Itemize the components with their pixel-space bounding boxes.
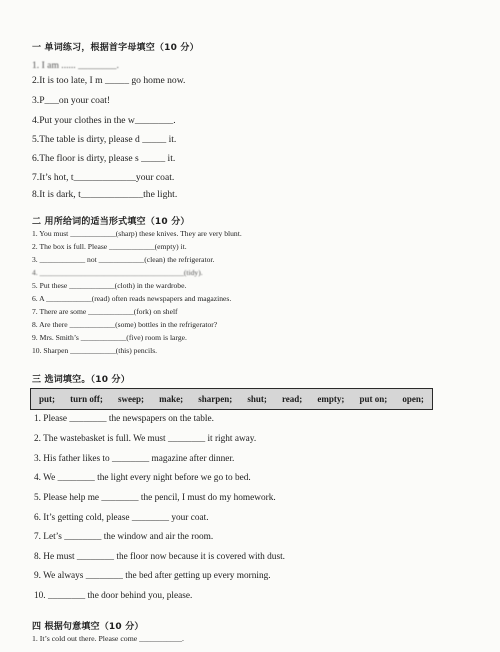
s3-item-1: 1. Please ________ the newspapers on the table. xyxy=(34,414,214,424)
s3-item-3: 3. His father likes to ________ magazine after dinner. xyxy=(34,454,235,464)
word-bank-item: open; xyxy=(402,394,424,404)
word-bank-item: read; xyxy=(281,394,303,404)
s4-item-1: 1. It’s cold out there. Please come ___________. xyxy=(32,634,185,643)
word-bank xyxy=(30,388,433,410)
s3-item-10: 10. ________ the door behind you, please. xyxy=(34,591,193,601)
s1-item-1: 1. I am ...... ________. xyxy=(32,60,119,71)
s2-item-2: 2. The box is full. Please ____________(empty) it. xyxy=(32,242,187,251)
word-bank-item: put; xyxy=(39,394,56,404)
s1-item-4: 4.Put your clothes in the w________. xyxy=(32,115,176,126)
s2-item-10: 10. Sharpen ____________(this) pencils. xyxy=(32,346,158,355)
word-bank-item: empty; xyxy=(317,394,345,404)
s2-item-8: 8. Are there ____________(some) bottles in the refrigerator? xyxy=(32,320,218,329)
s1-item-3: 3.P___on your coat! xyxy=(32,95,111,106)
section1-heading: 一 单词练习，根据首字母填空（10 分） xyxy=(32,43,199,53)
s3-item-7: 7. Let’s ________ the window and air the room. xyxy=(34,532,214,542)
s3-item-5: 5. Please help me ________ the pencil, I must do my homework. xyxy=(34,493,276,503)
word-bank-item: make; xyxy=(159,394,184,404)
s3-item-4: 4. We ________ the light every night before we go to bed. xyxy=(34,473,251,483)
section4-heading: 四 根据句意填空（10 分） xyxy=(32,622,144,632)
s1-item-5: 5.The table is dirty, please d _____ it. xyxy=(32,134,177,145)
s2-item-4: 4. ______________________________________(tidy). xyxy=(32,268,203,277)
s2-item-7: 7. There are some ____________(fork) on shelf xyxy=(32,307,178,316)
s2-item-9: 9. Mrs. Smith’s ____________(five) room is large. xyxy=(32,333,187,342)
s1-item-7: 7.It’s hot, t_____________your coat. xyxy=(32,172,175,183)
s3-item-9: 9. We always ________ the bed after getting up every morning. xyxy=(34,571,271,581)
s1-item-6: 6.The floor is dirty, please s _____ it. xyxy=(32,153,176,164)
s3-item-8: 8. He must ________ the floor now because it is covered with dust. xyxy=(34,552,285,562)
word-bank-item: put on; xyxy=(359,394,388,404)
word-bank-item: sweep; xyxy=(117,394,144,404)
word-bank-item: sharpen; xyxy=(198,394,233,404)
word-bank-item: shut; xyxy=(247,394,267,404)
s2-item-5: 5. Put these ____________(cloth) in the wardrobe. xyxy=(32,281,187,290)
s3-item-6: 6. It’s getting cold, please ________ your coat. xyxy=(34,513,209,523)
section3-heading: 三 选词填空。（10 分） xyxy=(32,375,130,385)
s1-item-8: 8.It is dark, t_____________the light. xyxy=(32,189,178,200)
s3-item-2: 2. The wastebasket is full. We must ________ it right away. xyxy=(34,434,257,444)
section2-heading: 二 用所给词的适当形式填空（10 分） xyxy=(32,217,190,227)
s1-item-2: 2.It is too late, I m _____ go home now. xyxy=(32,75,186,86)
s2-item-3: 3. ____________ not ____________(clean) the refrigerator. xyxy=(32,255,215,264)
s2-item-6: 6. A ____________(read) often reads newspapers and magazines. xyxy=(32,294,232,303)
s2-item-1: 1. You must ____________(sharp) these knives. They are very blunt. xyxy=(32,229,242,238)
word-bank-item: turn off; xyxy=(70,394,103,404)
